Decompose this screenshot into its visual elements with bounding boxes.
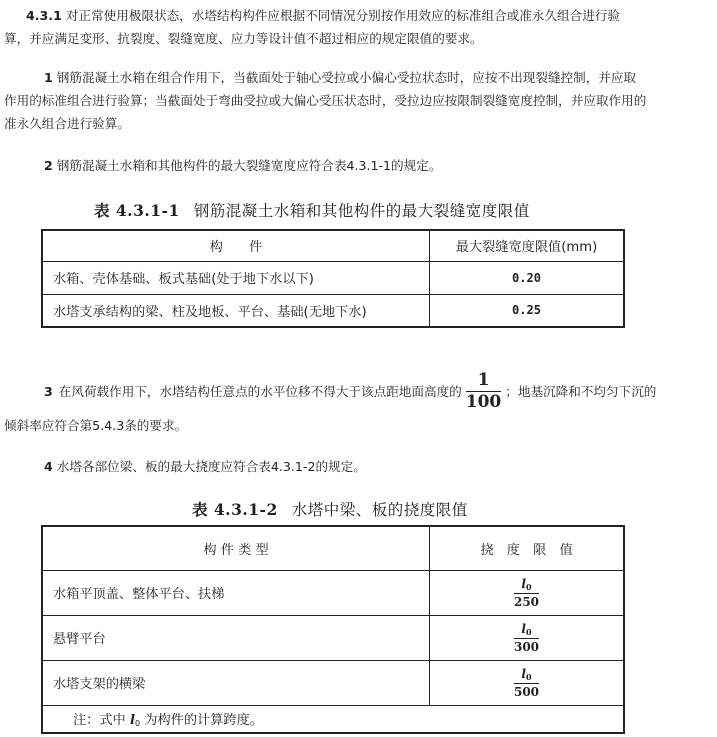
table-2-note-row bbox=[42, 705, 624, 733]
table-2 bbox=[41, 525, 625, 734]
table-2-cell-limit bbox=[430, 615, 625, 660]
table-1-header-member: 构 件 bbox=[42, 230, 430, 261]
table-2-caption-number: 表 4.3.1-2 bbox=[192, 500, 278, 519]
fraction-subscript: 0 bbox=[525, 671, 532, 682]
table-1-cell-value: 0.25 bbox=[430, 294, 625, 327]
item-3-text-after: ；地基沉降和不均匀下沉的 bbox=[505, 383, 657, 399]
item-1-line3: 准永久组合进行验算。 bbox=[4, 116, 130, 131]
deflection-fraction bbox=[514, 623, 539, 653]
fraction-variable: l bbox=[521, 666, 526, 681]
item-4-paragraph bbox=[4, 455, 714, 478]
table-2-header-limit: 挠 度 限 值 bbox=[430, 526, 625, 570]
fraction-variable: l bbox=[521, 576, 526, 591]
note-text-after: 为构件的计算跨度。 bbox=[144, 713, 263, 729]
note-subscript: 0 bbox=[134, 719, 141, 729]
table-1 bbox=[41, 229, 625, 328]
note-variable: l bbox=[129, 713, 135, 729]
item-3-line2: 倾斜率应符合第5.4.3条的要求。 bbox=[4, 418, 188, 433]
table-1-cell-value: 0.20 bbox=[430, 261, 625, 294]
item-3-text-before: 在风荷载作用下，水塔结构任意点的水平位移不得大于该点距地面高度的 bbox=[58, 383, 462, 399]
item-3-number: 3 bbox=[44, 383, 53, 399]
table-2-header-member: 构 件 类 型 bbox=[42, 526, 430, 570]
fraction-denominator: 300 bbox=[513, 639, 540, 654]
item-2-paragraph bbox=[4, 154, 714, 177]
fraction-denominator: 500 bbox=[513, 684, 540, 699]
deflection-fraction bbox=[514, 668, 539, 698]
table-2-cell-limit bbox=[430, 660, 625, 705]
item-4-number: 4 bbox=[44, 459, 53, 474]
item-1-number: 1 bbox=[44, 70, 53, 85]
clause-number: 4.3.1 bbox=[26, 8, 62, 23]
deflection-fraction bbox=[514, 578, 539, 608]
table-2-cell-member: 水塔支架的横梁 bbox=[42, 660, 430, 705]
table-row bbox=[42, 261, 624, 294]
item-2-text: 钢筋混凝土水箱和其他构件的最大裂缝宽度应符合表4.3.1-1的规定。 bbox=[56, 158, 442, 173]
table-row bbox=[42, 570, 624, 615]
table-1-cell-member: 水塔支承结构的梁、柱及地板、平台、基础(无地下水) bbox=[42, 294, 430, 327]
item-2-number: 2 bbox=[44, 158, 53, 173]
note-text-before: 注：式中 bbox=[73, 713, 126, 729]
table-2-cell-member: 悬臂平台 bbox=[42, 615, 430, 660]
item-3-paragraph bbox=[4, 368, 714, 437]
item-1-line1: 钢筋混凝土水箱在组合作用下，当截面处于轴心受拉或小偏心受拉状态时，应按不出现裂缝控制，并应取 bbox=[56, 70, 637, 85]
table-1-cell-member: 水箱、壳体基础、板式基础(处于地下水以下) bbox=[42, 261, 430, 294]
table-1-caption-number: 表 4.3.1-1 bbox=[94, 201, 180, 220]
fraction-denominator: 250 bbox=[513, 594, 540, 609]
fraction-subscript: 0 bbox=[525, 626, 532, 637]
table-row bbox=[42, 615, 624, 660]
table-1-caption-title: 钢筋混凝土水箱和其他构件的最大裂缝宽度限值 bbox=[193, 202, 530, 220]
fraction-bar bbox=[514, 683, 539, 684]
fraction-subscript: 0 bbox=[525, 581, 532, 592]
item-3-fraction-numerator: 1 bbox=[477, 369, 490, 390]
item-3-fraction-denominator: 100 bbox=[465, 391, 502, 412]
table-row bbox=[42, 294, 624, 327]
table-2-caption bbox=[192, 498, 468, 520]
table-2-note bbox=[42, 705, 624, 733]
table-1-header-limit: 最大裂缝宽度限值(mm) bbox=[430, 230, 625, 261]
clause-text-line2: 算，并应满足变形、抗裂度、裂缝宽度、应力等设计值不超过相应的规定限值的要求。 bbox=[4, 31, 483, 46]
clause-paragraph bbox=[4, 4, 714, 50]
clause-text-line1: 对正常使用极限状态，水塔结构构件应根据不同情况分别按作用效应的标准组合或准永久组合进行验 bbox=[65, 8, 620, 23]
item-3-fraction bbox=[465, 369, 502, 412]
table-1-caption bbox=[94, 199, 530, 221]
table-2-caption-title: 水塔中梁、板的挠度限值 bbox=[291, 501, 468, 519]
fraction-bar bbox=[514, 638, 539, 639]
table-2-cell-member: 水箱平顶盖、整体平台、扶梯 bbox=[42, 570, 430, 615]
table-2-cell-limit bbox=[430, 570, 625, 615]
item-1-paragraph bbox=[4, 66, 714, 135]
table-1-header-row bbox=[42, 230, 624, 261]
fraction-variable: l bbox=[521, 621, 526, 636]
table-row bbox=[42, 660, 624, 705]
item-1-line2: 作用的标准组合进行验算；当截面处于弯曲受拉或大偏心受压状态时，受拉边应按限制裂缝宽度控制，并应取作用的 bbox=[4, 93, 647, 108]
item-4-text: 水塔各部位梁、板的最大挠度应符合表4.3.1-2的规定。 bbox=[56, 459, 366, 474]
fraction-bar bbox=[514, 593, 539, 594]
table-2-header-row bbox=[42, 526, 624, 570]
